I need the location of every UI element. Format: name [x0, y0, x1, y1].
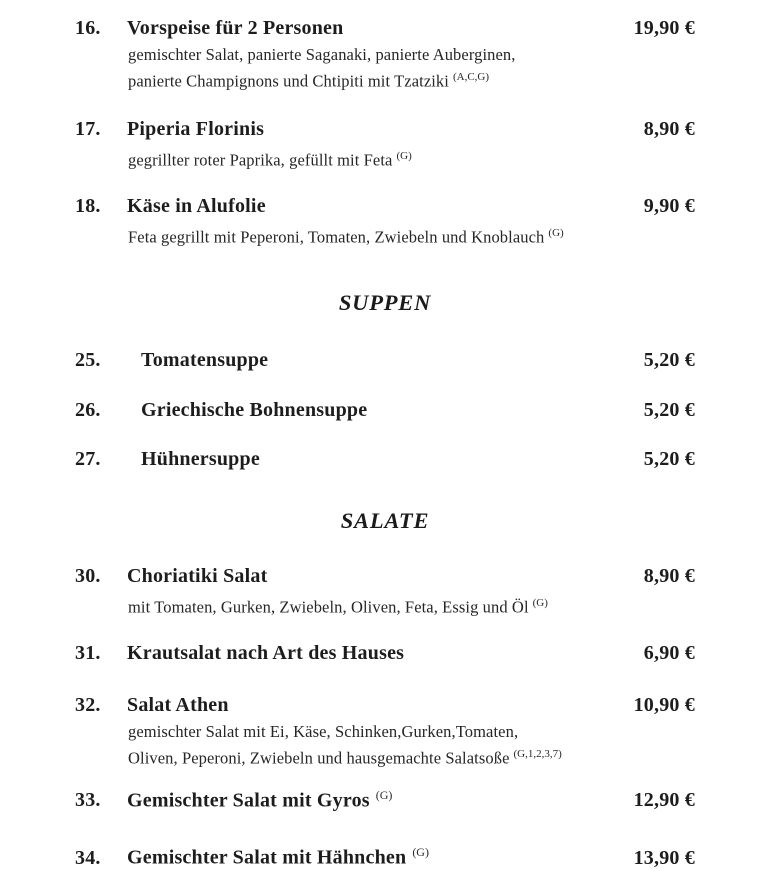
allergen-note: (A,C,G) [452, 71, 490, 83]
menu-item-18 [75, 193, 695, 249]
allergen-note: (G) [412, 845, 429, 860]
menu-item-row [75, 640, 695, 667]
description-line: panierte Champignons und Chtipiti mit Tzatziki $^{(A,C,G)}$ [128, 71, 490, 91]
item-price: 8,90 € [643, 117, 695, 140]
item-number: 16. [75, 17, 101, 39]
item-price: 10,90 € [633, 694, 695, 716]
menu-item-row [75, 692, 695, 719]
item-title: Choriatiki Salat [127, 564, 268, 587]
allergen-note: (G) [375, 787, 393, 802]
item-number: 26. [75, 398, 101, 421]
item-description [128, 721, 695, 770]
menu-item-row [75, 347, 695, 374]
menu-item-row [75, 446, 695, 473]
menu-item-row [75, 193, 695, 220]
item-title: Gemischter Salat mit Gyros $^{(G)}$ [127, 787, 393, 812]
item-number: 32. [75, 694, 101, 716]
item-number: 27. [75, 447, 101, 470]
item-title: Griechische Bohnensuppe [141, 398, 368, 421]
section-heading-salate: SALATE [340, 507, 430, 533]
menu-item-row [75, 397, 695, 424]
item-title: Piperia Florinis [127, 117, 265, 140]
menu-item-25 [75, 347, 695, 374]
description-line: gemischter Salat mit Ei, Käse, Schinken,Gurken,Tomaten, [128, 722, 519, 741]
item-number: 33. [75, 789, 101, 812]
item-price: 5,20 € [643, 348, 695, 371]
menu-item-34 [75, 839, 695, 869]
menu-item-16 [75, 15, 695, 93]
item-price: 5,20 € [643, 447, 695, 470]
description-line: mit Tomaten, Gurken, Zwiebeln, Oliven, Feta, Essig und Öl $^{(G)}$ [128, 596, 548, 616]
item-title: Käse in Alufolie [127, 195, 266, 217]
item-number: 25. [75, 348, 101, 371]
item-description [128, 222, 695, 249]
allergen-note: (G) [548, 227, 564, 239]
item-price: 6,90 € [643, 642, 695, 664]
allergen-note: (G) [532, 596, 548, 609]
item-price: 13,90 € [633, 846, 695, 869]
menu-item-31 [75, 640, 695, 667]
item-price: 9,90 € [643, 195, 695, 217]
allergen-note: (G) [396, 149, 412, 162]
item-title: Gemischter Salat mit Hähnchen $^{(G)}$ [127, 845, 429, 869]
description-line: Oliven, Peperoni, Zwiebeln und hausgemachte Salatsoße $^{(G,1,2,3,7)}$ [128, 748, 562, 768]
menu-item-row [75, 116, 695, 143]
item-number: 17. [75, 117, 101, 140]
item-description [128, 145, 695, 172]
menu-item-26 [75, 397, 695, 424]
item-description [128, 44, 695, 93]
description-line: gegrillter roter Paprika, gefüllt mit Feta $^{(G)}$ [128, 149, 412, 169]
item-price: 12,90 € [633, 789, 695, 812]
item-title: Krautsalat nach Art des Hauses [127, 642, 405, 664]
allergen-note: (G,1,2,3,7) [513, 748, 562, 760]
item-description [128, 592, 695, 619]
item-title: Tomatensuppe [141, 348, 269, 371]
item-number: 34. [75, 846, 101, 869]
item-price: 19,90 € [633, 17, 695, 39]
menu-item-33 [75, 782, 695, 815]
menu-item-row [75, 15, 695, 42]
menu-item-30 [75, 563, 695, 619]
item-number: 31. [75, 642, 101, 664]
item-title: Salat Athen [127, 694, 229, 716]
menu-item-27 [75, 446, 695, 473]
item-price: 5,20 € [643, 398, 695, 421]
menu-item-row [75, 782, 695, 815]
description-line: Feta gegrillt mit Peperoni, Tomaten, Zwiebeln und Knoblauch $^{(G)}$ [128, 227, 564, 247]
item-number: 18. [75, 195, 101, 217]
item-title: Hühnersuppe [141, 447, 260, 470]
menu-item-17 [75, 116, 695, 172]
section-heading-suppen: SUPPEN [338, 289, 432, 315]
description-line: gemischter Salat, panierte Saganaki, panierte Auberginen, [128, 45, 516, 64]
menu-item-32 [75, 692, 695, 770]
item-number: 30. [75, 564, 101, 587]
item-price: 8,90 € [643, 564, 695, 587]
menu-item-row [75, 839, 695, 869]
menu-item-row [75, 563, 695, 590]
item-title: Vorspeise für 2 Personen [127, 17, 344, 39]
